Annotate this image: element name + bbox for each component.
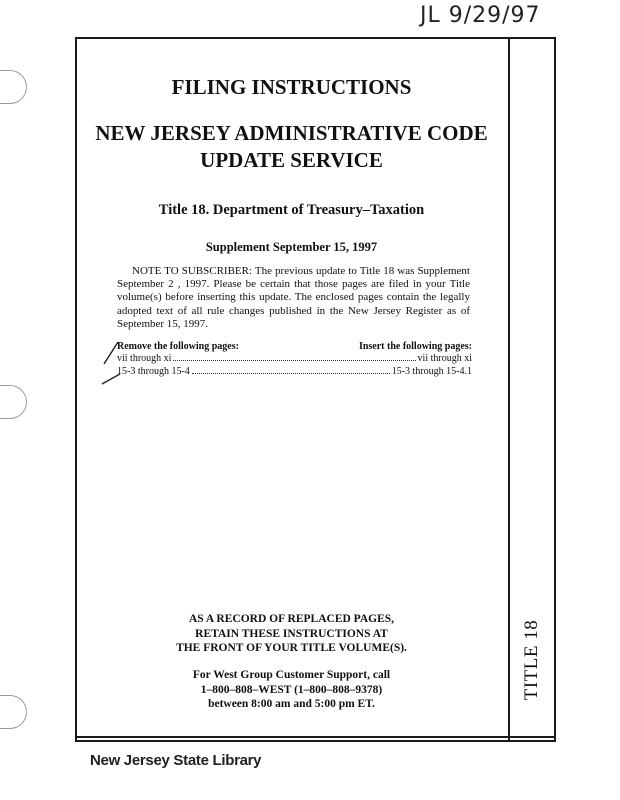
supplement-date: Supplement September 15, 1997: [205, 240, 378, 254]
handwritten-annotation: JL 9/29/97: [420, 3, 541, 28]
record-line: THE FRONT OF YOUR TITLE VOLUME(S).: [176, 642, 407, 654]
insert-pages: 15-3 through 15-4.1: [391, 365, 472, 377]
dot-leader: [192, 372, 390, 374]
remove-pages: 15-3 through 15-4: [117, 365, 190, 377]
document-subtitle: [75, 120, 508, 174]
record-instructions: [75, 612, 508, 656]
support-hours: between 8:00 am and 5:00 pm ET.: [208, 698, 375, 710]
tab-label-text: TITLE 18: [521, 619, 542, 701]
page-border-rule: [75, 736, 556, 738]
title-tab: [512, 615, 552, 705]
record-line: AS A RECORD OF REPLACED PAGES,: [188, 613, 395, 625]
page-title: FILING INSTRUCTIONS: [171, 75, 412, 99]
insert-pages: vii through xi: [417, 353, 472, 364]
dot-leader: [173, 359, 415, 361]
binder-hole: [0, 695, 27, 729]
customer-support: [75, 668, 508, 712]
binder-hole: [0, 70, 27, 104]
binder-hole: [0, 385, 27, 419]
title-section: Title 18. Department of Treasury–Taxation: [158, 202, 425, 218]
subtitle-line: UPDATE SERVICE: [200, 148, 383, 172]
remove-pages: vii through xi: [117, 353, 172, 364]
tab-column-divider: [508, 37, 510, 742]
subtitle-line: NEW JERSEY ADMINISTRATIVE CODE: [95, 121, 488, 145]
table-header: [117, 341, 472, 353]
table-row: [117, 353, 472, 366]
remove-header: Remove the following pages:: [117, 341, 239, 352]
support-line: For West Group Customer Support, call: [192, 669, 391, 681]
record-line: RETAIN THESE INSTRUCTIONS AT: [195, 627, 388, 640]
insert-header: Insert the following pages:: [358, 341, 472, 352]
library-stamp: New Jersey State Library: [90, 752, 262, 769]
subscriber-note: NOTE TO SUBSCRIBER: The previous update to Title 18 was Supplement September 2 , 1997. Please be certain that those pages are filed in your Title volume(s) before inserting this update. The enclosed pages contain the legally adopted text of all rule changes published in the New Jersey Register as of September 15, 1997.: [117, 265, 470, 330]
table-row: [117, 366, 472, 379]
page-replacement-table: [117, 341, 472, 378]
support-phone: 1–800–808–WEST (1–800–808–9378): [200, 683, 383, 696]
